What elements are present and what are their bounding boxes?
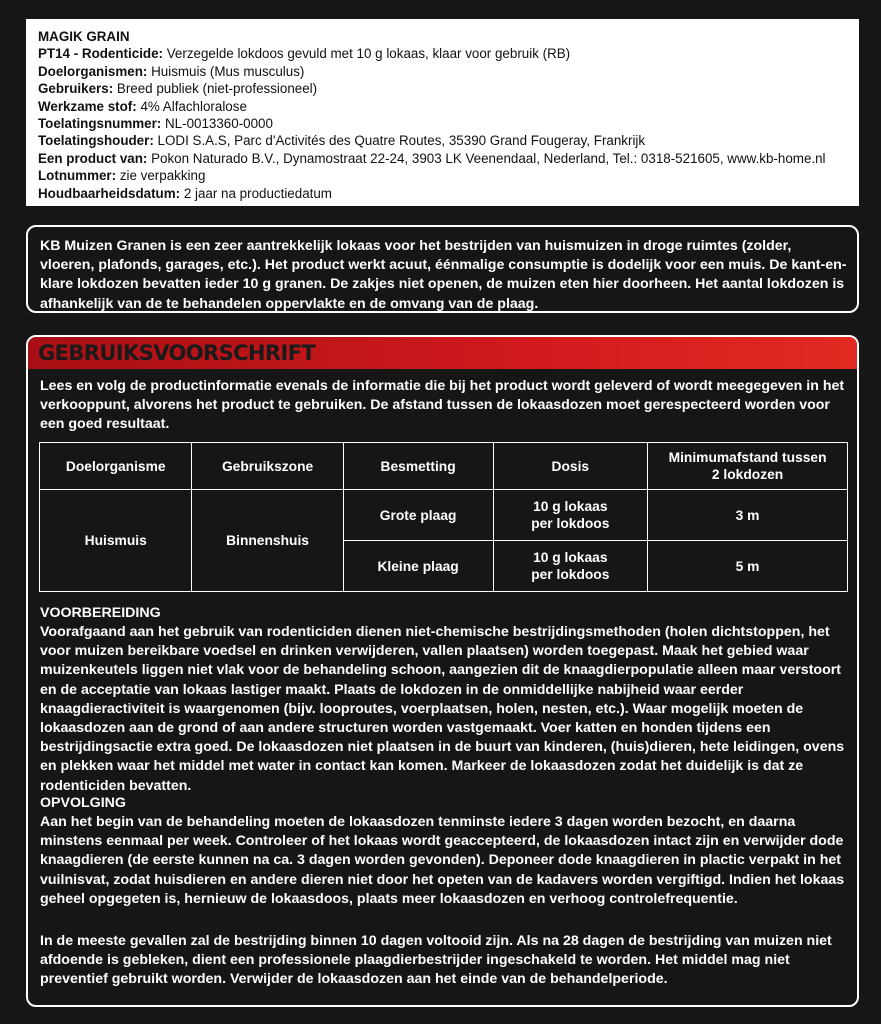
usage-instructions-box (26, 335, 859, 1007)
table-cell-distance: 3 m (648, 490, 848, 541)
preparation-title: VOORBEREIDING (40, 605, 161, 621)
product-info-panel (26, 19, 859, 206)
table-cell-dose: 10 g lokaas per lokdoos (493, 541, 648, 592)
table-header-row (40, 443, 848, 490)
table-header-zone: Gebruikszone (192, 443, 343, 490)
info-line-manufacturer: Een product van: Pokon Naturado B.V., Dynamostraat 22-24, 3903 LK Veenendaal, Nederland, Tel.: 0318-521605, www.kb-home.nl (38, 150, 826, 166)
info-line-registration-number: Toelatingsnummer: NL-0013360-0000 (38, 116, 273, 132)
info-line-product-type: PT14 - Rodenticide: Verzegelde lokdoos gevuld met 10 g lokaas, klaar voor gebruik (RB) (38, 46, 571, 62)
table-cell-organism: Huismuis (40, 490, 192, 592)
follow-up-title: OPVOLGING (40, 795, 126, 811)
table-cell-distance: 5 m (648, 541, 848, 592)
info-line-active-substance: Werkzame stof: 4% Alfachloralose (38, 98, 247, 114)
table-row (40, 490, 848, 541)
preparation-text: Voorafgaand aan het gebruik van rodenticiden dienen niet-chemische bestrijdingsmethoden (holen dichtstoppen, het voor muizen bereikbare voedsel en drinken verwijderen, vallen plaatsen) worden toegepast. Maak het gebied waar muizenkeutels liggen niet vlak voor de behandeling schoon, aangezien dit de knaagdierpopulatie alleen maar verstoort en de acceptatie van lokaas lastiger maakt. Plaats de lokdozen in de onmiddellijke nabijheid waar eerder knaagdieractiviteit is waargenomen (bijv. looproutes, voerplaatsen, holen, nesten, etc.). Waar mogelijk moeten de lokaasdozen aan de grond of aan andere structuren worden vastgemaakt. Voer katten en honden tijdens een bestrijdingsactie extra goed. De lokaasdozen niet plaatsen in de buurt van kinderen, (huis)dieren, hete leidingen, ovens en plekken waar het middel met water in contact kan komen. Markeer de lokaasdozen zodat het duidelijk is dat ze rodenticiden bevatten. (40, 624, 845, 794)
table-header-infestation: Besmetting (343, 443, 493, 490)
table-cell-infestation: Kleine plaag (343, 541, 493, 592)
table-cell-infestation: Grote plaag (343, 490, 493, 541)
info-line-target-organisms: Doelorganismen: Huismuis (Mus musculus) (38, 63, 305, 79)
table-header-organism: Doelorganisme (40, 443, 192, 490)
intro-box (26, 225, 859, 313)
intro-text: KB Muizen Granen is een zeer aantrekkelijk lokaas voor het bestrijden van huismuizen in droge ruimtes (zolder, vloeren, plafonds, garages, etc.). Het product werkt acuut, éénmalige consumptie is dodelijk voor een muis. De kant-en-klare lokdozen bevatten ieder 10 g granen. De zakjes niet openen, de muizen eten hier doorheen. Het aantal lokdozen is afhankelijk van de te behandelen oppervlakte en de omvang van de plaag. (40, 238, 847, 312)
table-cell-zone: Binnenshuis (192, 490, 343, 592)
table-header-dose: Dosis (493, 443, 648, 490)
table-header-min-distance: Minimumafstand tussen 2 lokdozen (648, 443, 848, 490)
brand-name: MAGIK GRAIN (38, 29, 130, 44)
info-line-expiry: Houdbaarheidsdatum: 2 jaar na productiedatum (38, 185, 332, 201)
info-line-users: Gebruikers: Breed publiek (niet-professioneel) (38, 81, 318, 97)
info-line-lot-number: Lotnummer: zie verpakking (38, 168, 206, 184)
follow-up-text: Aan het begin van de behandeling moeten de lokaasdozen tenminste iedere 3 dagen worden bezocht, en daarna minstens eenmaal per week. Controleer of het lokaas wordt geaccepteerd, de lokaasdozen intact zijn en verwijder dode knaagdieren (de eerste kunnen na ca. 3 dagen worden gevonden). Deponeer dode knaagdieren in plactic verpakt in het vuilnisvat, zodat huisdieren en andere dieren niet door het opeten van de kadavers worden vergiftigd. Indien het lokaas geheel opgegeten is, hernieuw de lokaasdoos, plaats meer lokaasdozen en verhoog controlefrequentie. (40, 814, 845, 907)
usage-heading: GEBRUIKSVOORSCHRIFT (38, 341, 316, 365)
final-text: In de meeste gevallen zal de bestrijding binnen 10 dagen voltooid zijn. Als na 28 dagen de bestrijding van muizen niet afdoende is gebleken, dient een professionele plaagdierbestrijder ingeschakeld te worden. Het middel mag niet preventief gebruikt worden. Verwijder de lokaasdozen aan het einde van de behandelperiode. (40, 933, 832, 988)
usage-lead-text: Lees en volg de productinformatie evenals de informatie die bij het product wordt geleverd of wordt meegegeven in het verkooppunt, alvorens het product te gebruiken. De afstand tussen de lokaasdozen moet gerespecteerd worden voor een goed resultaat. (40, 378, 845, 433)
usage-heading-bar (28, 337, 857, 369)
table-cell-dose: 10 g lokaas per lokdoos (493, 490, 648, 541)
dosage-table (39, 442, 848, 592)
info-line-registration-holder: Toelatingshouder: LODI S.A.S, Parc d'Activités des Quatre Routes, 35390 Grand Fougeray, Frankrijk (38, 133, 646, 149)
